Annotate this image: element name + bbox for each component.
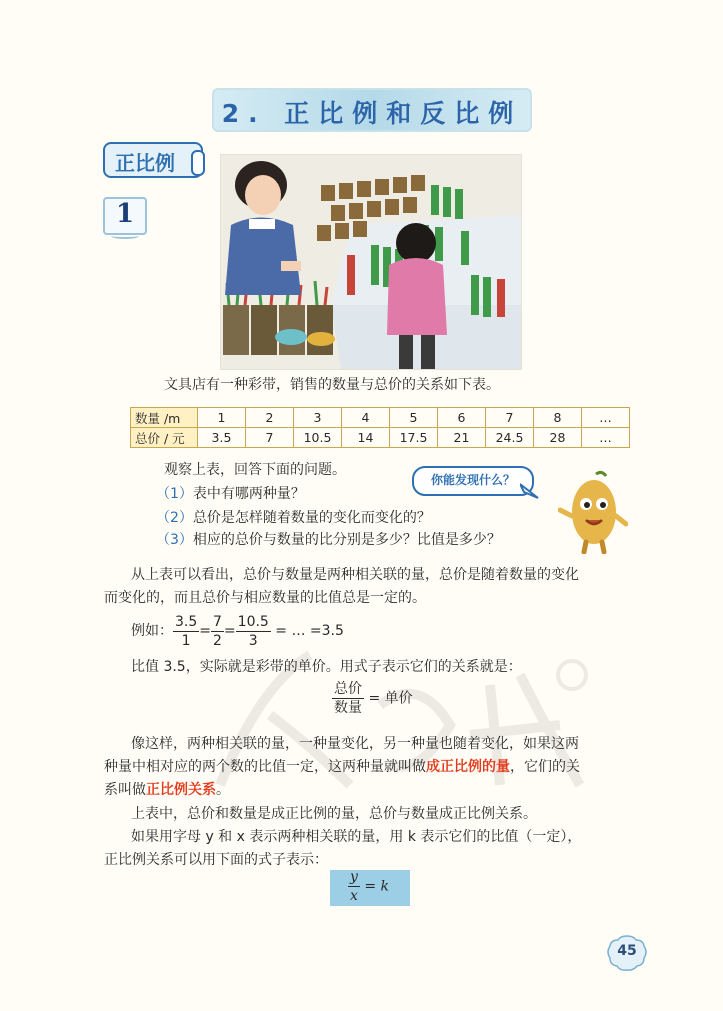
question-number: （3） [156,532,193,548]
denominator: 3 [248,632,258,649]
bubble-tail-icon [520,482,540,502]
fraction [348,868,360,905]
paragraph-line: 从上表可以看出，总价与数量是两种相关联的量，总价是随着数量的变化 [131,567,579,583]
highlight-term: 正比例关系 [146,782,216,798]
question-2 [156,507,431,529]
example-number-badge [103,197,147,235]
paragraph-line: 比值 3.5，实际就是彩带的单价。用式子表示它们的关系就是： [131,659,522,675]
text-segment: 系叫做 [104,782,146,798]
fraction [332,680,364,717]
stationery-shop-illustration [220,154,522,370]
denominator: 2 [213,632,222,649]
denominator: 1 [181,632,191,649]
numerator: y [350,869,358,885]
formula-box [330,870,410,906]
table-cell: 8 [534,408,582,428]
question-number: （2） [156,510,193,526]
potato-mascot-icon [558,470,628,554]
denominator: x [350,888,358,904]
example-number: 1 [115,199,135,229]
table-cell: 10.5 [294,428,342,448]
bubble-text: 你能发现什么？ [430,473,515,487]
numerator: 3.5 [175,613,198,630]
example-tail: = … =3.5 [275,623,344,639]
table-cell: 28 [534,428,582,448]
formula-unit-price [332,680,413,717]
table-cell: 3 [294,408,342,428]
question-text: 相应的总价与数量的比分别是多少？比值是多少？ [192,532,501,548]
table-row [131,428,630,448]
price-table [130,407,630,448]
question-3 [156,529,501,551]
formula-rhs: = 单价 [368,690,413,707]
paragraph-line: 而变化的，而且总价与相应数量的比值总是一定的。 [104,590,426,606]
chapter-title-banner [212,88,532,132]
section-tag-label: 正比例 [115,151,175,175]
page-number: 45 [617,943,637,959]
paragraph-line [104,779,230,801]
numerator: 总价 [334,681,362,697]
paragraph-line: 上表中，总价和数量是成正比例的量，总价与数量成正比例关系。 [131,806,537,822]
speech-bubble [412,466,534,496]
table-cell: 24.5 [486,428,534,448]
observe-text: 观察上表，回答下面的问题。 [164,462,346,478]
intro-text: 文具店有一种彩带，销售的数量与总价的关系如下表。 [164,377,500,393]
table-cell: … [582,408,630,428]
table-cell: 21 [438,428,486,448]
fraction [211,613,224,650]
paragraph-line: 如果用字母 y 和 x 表示两种相关联的量，用 k 表示它们的比值（一定）， [131,829,582,845]
table-cell: 2 [246,408,294,428]
question-1 [156,483,305,505]
table-cell: … [582,428,630,448]
fraction [236,613,271,650]
question-number: （1） [156,486,193,502]
row-header-quantity: 数量 /m [131,408,198,428]
example-label: 例如： [131,623,173,639]
denominator: 数量 [334,700,362,716]
table-cell: 3.5 [198,428,246,448]
formula-proportion [348,868,389,905]
example-equation: 例如： $\frac{3.5}{1}$ = $\frac{7}{2}$ = $\frac{10.5}{3}$ = … =3.5 [131,613,344,649]
numerator: 7 [213,613,222,630]
row-header-total-price: 总价 / 元 [131,428,198,448]
table-cell: 17.5 [390,428,438,448]
paragraph-line: 正比例关系可以用下面的式子表示： [104,852,328,868]
paragraph-line [104,756,580,778]
table-cell: 7 [246,428,294,448]
numerator: 10.5 [237,613,269,630]
table-cell: 7 [486,408,534,428]
table-row [131,408,630,428]
table-cell: 1 [198,408,246,428]
highlight-term: 成正比例的量 [426,759,510,775]
table-cell: 4 [342,408,390,428]
section-tag [103,142,203,178]
table-cell: 5 [390,408,438,428]
table-cell: 14 [342,428,390,448]
text-segment: ，它们的关 [510,759,580,775]
text-segment: 种量中相对应的两个数的比值一定，这两种量就叫做 [104,759,426,775]
question-text: 总价是怎样随着数量的变化而变化的？ [192,510,431,526]
fraction [173,613,199,650]
formula-rhs: = k [364,878,390,895]
question-text: 表中有哪两种量？ [192,486,305,502]
table-cell: 6 [438,408,486,428]
text-segment: 。 [216,782,230,798]
scroll-icon [191,150,205,176]
chapter-title: 2. 正比例和反比例 [221,99,523,128]
paragraph-line: 像这样，两种相关联的量，一种量变化，另一种量也随着变化，如果这两 [131,736,579,752]
